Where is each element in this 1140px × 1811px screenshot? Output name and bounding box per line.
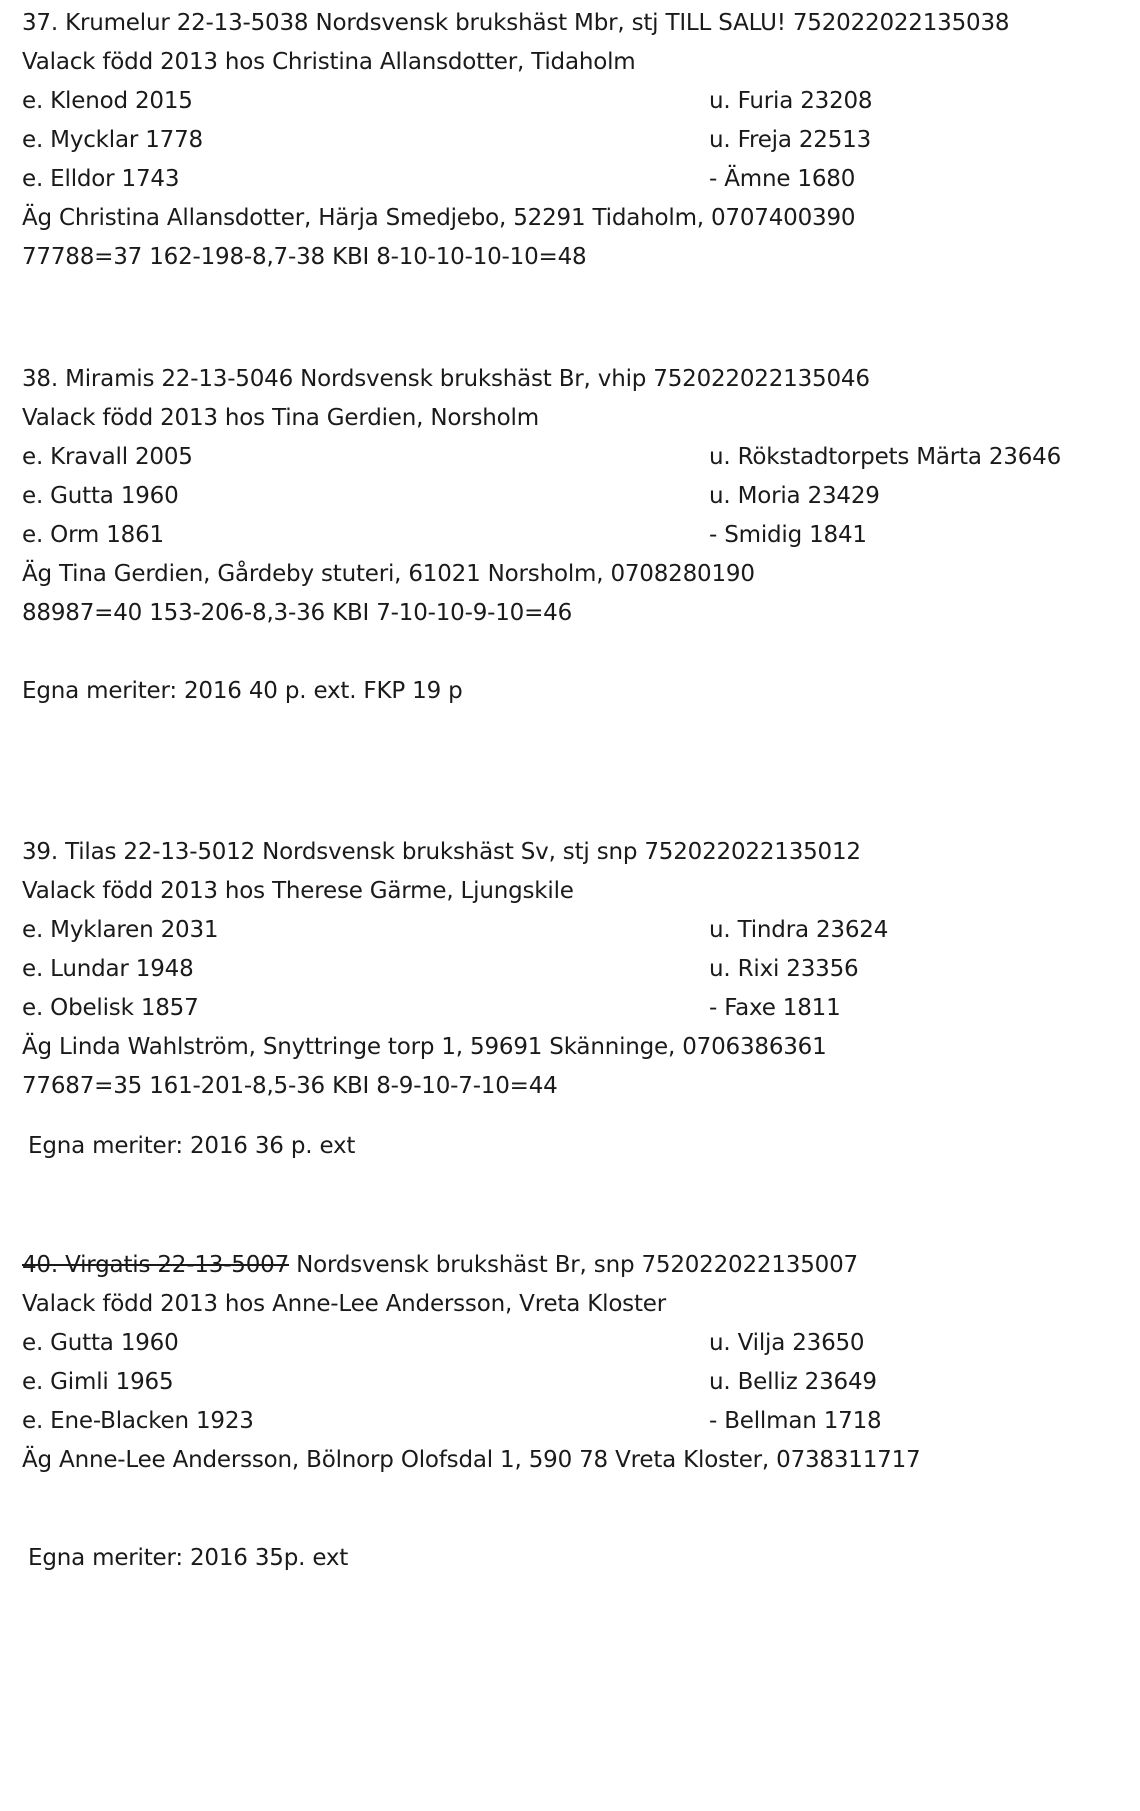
score-line: 77687=35 161-201-8,5-36 KBI 8-9-10-7-10=44 (22, 1073, 558, 1099)
owner-line: Äg Tina Gerdien, Gårdeby stuteri, 61021 Norsholm, 0708280190 (22, 561, 755, 587)
pedigree-dam: u. Freja 22513 (709, 127, 872, 153)
entry-header: 37. Krumelur 22-13-5038 Nordsvensk brukshäst Mbr, stj TILL SALU! 752022022135038 (22, 10, 1010, 36)
pedigree-sire: e. Gutta 1960 (22, 483, 179, 509)
pedigree-dam: u. Moria 23429 (709, 483, 880, 509)
pedigree-dam: u. Furia 23208 (709, 88, 873, 114)
pedigree-sire: e. Gimli 1965 (22, 1369, 174, 1395)
score-line: 88987=40 153-206-8,3-36 KBI 7-10-10-9-10=46 (22, 600, 573, 626)
pedigree-dam: u. Tindra 23624 (709, 917, 889, 943)
struck-name: 40. Virgatis 22-13-5007 (22, 1252, 290, 1278)
pedigree-dam: - Smidig 1841 (709, 522, 867, 548)
header-rest: Nordsvensk brukshäst Br, snp 752022022135007 (289, 1252, 858, 1278)
entry-born-line: Valack född 2013 hos Anne-Lee Andersson, Vreta Kloster (22, 1291, 666, 1317)
pedigree-dam: - Bellman 1718 (709, 1408, 882, 1434)
merits-line: Egna meriter: 2016 40 p. ext. FKP 19 p (22, 678, 463, 704)
entry-born-line: Valack född 2013 hos Christina Allansdotter, Tidaholm (22, 49, 636, 75)
entry-born-line: Valack född 2013 hos Therese Gärme, Ljungskile (22, 878, 574, 904)
merits-line: Egna meriter: 2016 36 p. ext (28, 1133, 356, 1159)
pedigree-dam: - Ämne 1680 (709, 166, 856, 192)
pedigree-sire: e. Elldor 1743 (22, 166, 180, 192)
entry-header (22, 1250, 858, 1280)
pedigree-dam: u. Rixi 23356 (709, 956, 859, 982)
entry-header: 38. Miramis 22-13-5046 Nordsvensk brukshäst Br, vhip 752022022135046 (22, 366, 870, 392)
pedigree-dam: u. Rökstadtorpets Märta 23646 (709, 444, 1062, 470)
pedigree-sire: e. Kravall 2005 (22, 444, 193, 470)
pedigree-sire: e. Ene-Blacken 1923 (22, 1408, 254, 1434)
owner-line: Äg Anne-Lee Andersson, Bölnorp Olofsdal 1, 590 78 Vreta Kloster, 0738311717 (22, 1447, 921, 1473)
pedigree-sire: e. Orm 1861 (22, 522, 164, 548)
owner-line: Äg Christina Allansdotter, Härja Smedjebo, 52291 Tidaholm, 0707400390 (22, 205, 856, 231)
pedigree-sire: e. Myklaren 2031 (22, 917, 219, 943)
pedigree-sire: e. Obelisk 1857 (22, 995, 199, 1021)
pedigree-dam: u. Vilja 23650 (709, 1330, 865, 1356)
owner-line: Äg Linda Wahlström, Snyttringe torp 1, 59691 Skänninge, 0706386361 (22, 1034, 827, 1060)
pedigree-sire: e. Klenod 2015 (22, 88, 193, 114)
pedigree-dam: u. Belliz 23649 (709, 1369, 877, 1395)
score-line: 77788=37 162-198-8,7-38 KBI 8-10-10-10-10=48 (22, 244, 587, 270)
entry-header: 39. Tilas 22-13-5012 Nordsvensk brukshäst Sv, stj snp 752022022135012 (22, 839, 861, 865)
entry-born-line: Valack född 2013 hos Tina Gerdien, Norsholm (22, 405, 539, 431)
pedigree-sire: e. Lundar 1948 (22, 956, 194, 982)
merits-line: Egna meriter: 2016 35p. ext (28, 1545, 349, 1571)
pedigree-dam: - Faxe 1811 (709, 995, 841, 1021)
pedigree-sire: e. Mycklar 1778 (22, 127, 203, 153)
pedigree-sire: e. Gutta 1960 (22, 1330, 179, 1356)
